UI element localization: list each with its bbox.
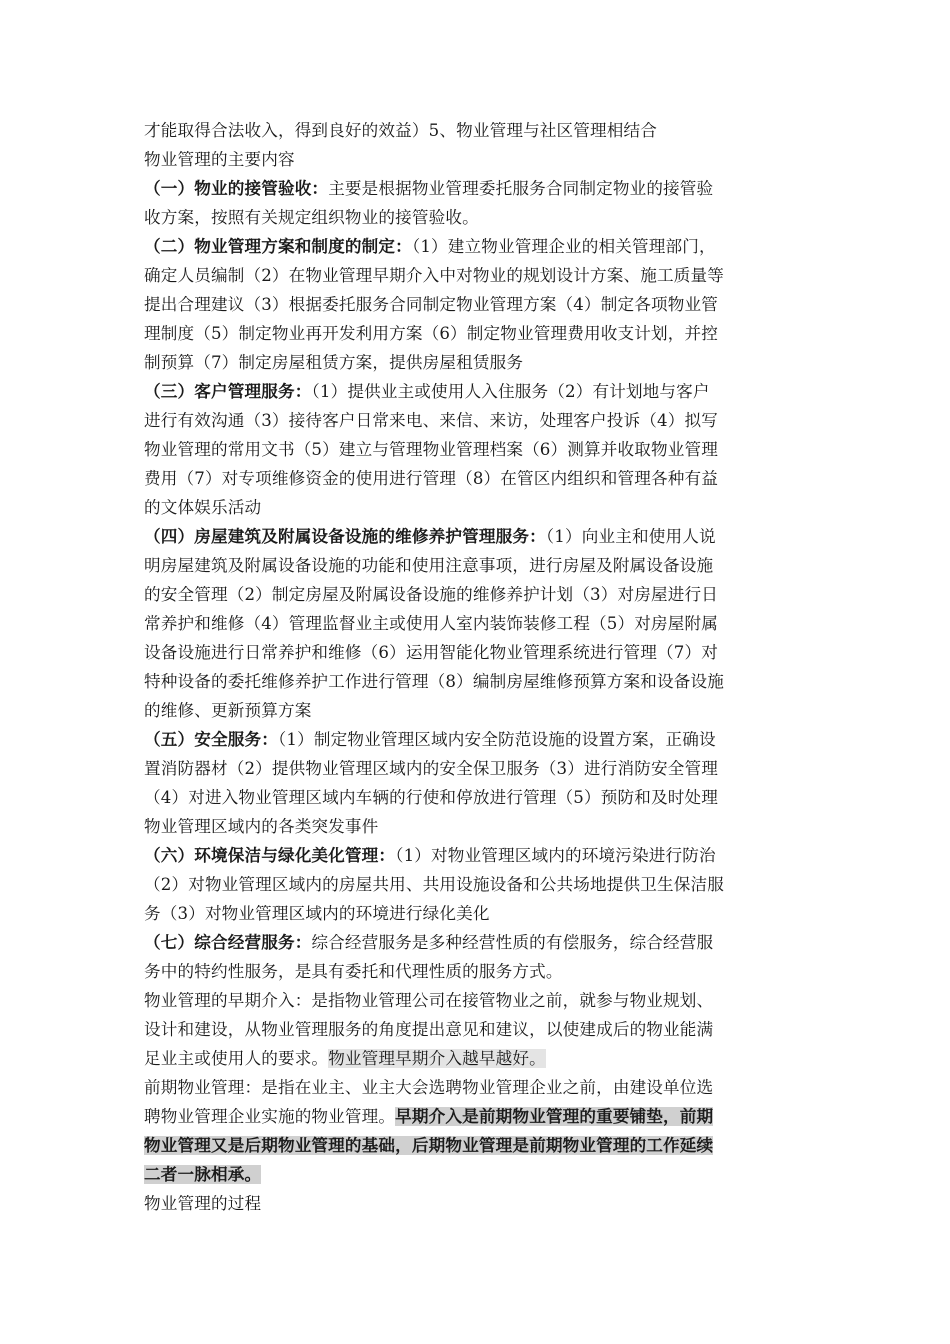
text-line: 的维修、更新预算方案: [144, 701, 312, 720]
text-line: （五）安全服务：（1）制定物业管理区域内安全防范设施的设置方案，正确设: [144, 730, 716, 749]
text-line: 进行有效沟通（3）接待客户日常来电、来信、来访，处理客户投诉（4）拟写: [144, 411, 718, 430]
text-line: 常养护和维修（4）管理监督业主或使用人室内装饰装修工程（5）对房屋附属: [144, 614, 718, 633]
highlighted-text: 物业管理早期介入越早越好。: [328, 1049, 546, 1068]
text-line: 物业管理区域内的各类突发事件: [144, 817, 379, 836]
text-line: 设备设施进行日常养护和维修（6）运用智能化物业管理系统进行管理（7）对: [144, 643, 718, 662]
text-line: 确定人员编制（2）在物业管理早期介入中对物业的规划设计方案、施工质量等: [144, 266, 724, 285]
text-line: 理制度（5）制定物业再开发利用方案（6）制定物业管理费用收支计划，并控: [144, 324, 718, 343]
text-line: [144, 1131, 808, 1160]
text-line: 提出合理建议（3）根据委托服务合同制定物业管理方案（4）制定各项物业管: [144, 295, 718, 314]
text-line: 务（3）对物业管理区域内的环境进行绿化美化: [144, 904, 490, 923]
text-line: 足业主或使用人的要求。物业管理早期介入越早越好。: [144, 1049, 546, 1068]
text-line: 物业管理的早期介入：是指物业管理公司在接管物业之前，就参与物业规划、: [144, 991, 714, 1010]
text-line: 特种设备的委托维修养护工作进行管理（8）编制房屋维修预算方案和设备设施: [144, 672, 724, 691]
text-line: 置消防器材（2）提供物业管理区域内的安全保卫服务（3）进行消防安全管理: [144, 759, 718, 778]
text-line: （2）对物业管理区域内的房屋共用、共用设施设备和公共场地提供卫生保洁服: [144, 875, 724, 894]
text-line: （二）物业管理方案和制度的制定：（1）建立物业管理企业的相关管理部门，: [144, 237, 716, 256]
section-heading: 物业管理的过程: [144, 1194, 262, 1213]
text-line: 的安全管理（2）制定房屋及附属设备设施的维修养护计划（3）对房屋进行日: [144, 585, 718, 604]
text-line: 务中的特约性服务，是具有委托和代理性质的服务方式。: [144, 962, 563, 981]
text-line: 明房屋建筑及附属设备设施的功能和使用注意事项，进行房屋及附属设备设施: [144, 556, 714, 575]
section-heading: 物业管理的主要内容: [144, 150, 295, 169]
highlighted-bold-text: 物业管理又是后期物业管理的基础，后期物业管理是前期物业管理的工作延续: [144, 1136, 714, 1155]
text-line: 的文体娱乐活动: [144, 498, 262, 517]
text-line: 聘物业管理企业实施的物业管理。早期介入是前期物业管理的重要铺垫，前期: [144, 1107, 714, 1126]
text-line: [144, 1160, 808, 1189]
text-line: 设计和建设，从物业管理服务的角度提出意见和建议，以使建成后的物业能满: [144, 1020, 714, 1039]
text-line: （七）综合经营服务：综合经营服务是多种经营性质的有偿服务，综合经营服: [144, 933, 714, 952]
text-line: 收方案，按照有关规定组织物业的接管验收。: [144, 208, 479, 227]
text-line: 费用（7）对专项维修资金的使用进行管理（8）在管区内组织和管理各种有益: [144, 469, 718, 488]
text-line: （四）房屋建筑及附属设备设施的维修养护管理服务：（1）向业主和使用人说: [144, 527, 716, 546]
highlighted-bold-text: 二者一脉相承。: [144, 1165, 262, 1184]
text-line: （一）物业的接管验收：主要是根据物业管理委托服务合同制定物业的接管验: [144, 179, 714, 198]
text-line: 物业管理的常用文书（5）建立与管理物业管理档案（6）测算并收取物业管理: [144, 440, 718, 459]
document-page: [144, 116, 808, 1218]
text-line: （六）环境保洁与绿化美化管理：（1）对物业管理区域内的环境污染进行防治: [144, 846, 716, 865]
text-line: （4）对进入物业管理区域内车辆的行使和停放进行管理（5）预防和及时处理: [144, 788, 718, 807]
text-line: （三）客户管理服务：（1）提供业主或使用人入住服务（2）有计划地与客户: [144, 382, 710, 401]
text-line: 制预算（7）制定房屋租赁方案，提供房屋租赁服务: [144, 353, 524, 372]
text-line: 才能取得合法收入，得到良好的效益）5、物业管理与社区管理相结合: [144, 121, 658, 140]
highlighted-bold-text: 早期介入是前期物业管理的重要铺垫，前期: [395, 1107, 714, 1126]
text-line: 前期物业管理：是指在业主、业主大会选聘物业管理企业之前，由建设单位选: [144, 1078, 714, 1097]
